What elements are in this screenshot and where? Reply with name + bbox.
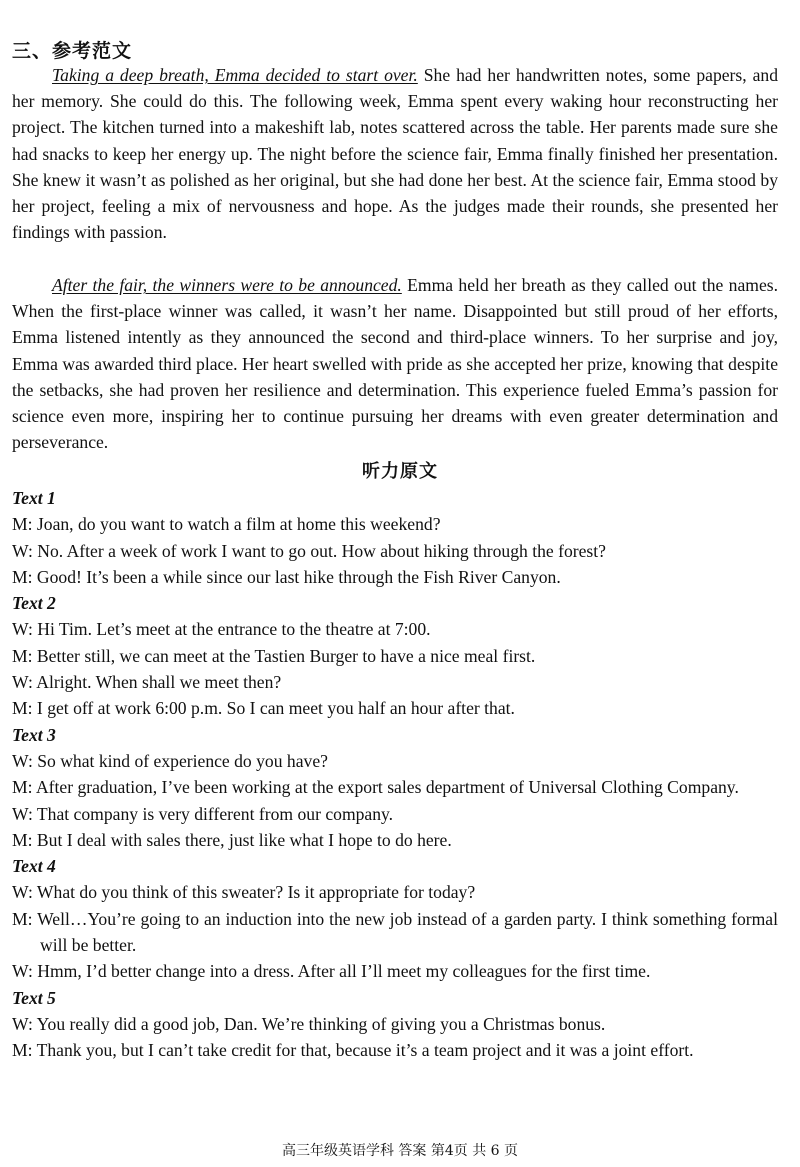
dialogue-line: M: Better still, we can meet at the Tastien Burger to have a nice meal first. — [12, 645, 536, 666]
page-footer: 高三年级英语学科 答案 第4页 共 6 页 — [281, 1143, 519, 1159]
listening-transcript — [12, 485, 778, 1064]
essay-paragraph-2 — [12, 272, 778, 455]
text-section — [12, 853, 778, 984]
dialogue-line: M: Thank you, but I can’t take credit for that, because it’s a team project and it was a joint effort. — [12, 1040, 694, 1061]
essay-paragraph-1-body: She had her handwritten notes, some papers, and her memory. She could do this. The following week, Emma spent every waking hour reconstructing her project. The kitchen turned into a makeshift lab, notes scattered across the table. Her parents made sure she had snacks to keep her energy up. The night before the science fair, Emma finally finished her presentation. She knew it wasn’t as polished as her original, but she had done her best. At the science fair, Emma stood by her project, feeling a mix of nervousness and hope. As the judges made their rounds, she presented her findings with passion. — [12, 65, 778, 243]
text-section — [12, 985, 778, 1064]
dialogue-line: M: Well…You’re going to an induction into the new job instead of a garden party. I think something formal will be better. — [12, 908, 778, 956]
text-heading: Text 3 — [12, 724, 56, 745]
dialogue-line: M: But I deal with sales there, just like what I hope to do here. — [12, 829, 452, 850]
text-heading: Text 4 — [12, 856, 56, 877]
dialogue-line: W: Hi Tim. Let’s meet at the entrance to the theatre at 7:00. — [12, 619, 431, 640]
text-section — [12, 485, 778, 590]
essay-paragraph-1-lead: Taking a deep breath, Emma decided to start over. — [52, 65, 418, 85]
dialogue-line: W: No. After a week of work I want to go out. How about hiking through the forest? — [12, 540, 606, 561]
dialogue-line: M: Joan, do you want to watch a film at home this weekend? — [12, 514, 441, 535]
dialogue-line: W: Hmm, I’d better change into a dress. After all I’ll meet my colleagues for the first time. — [12, 961, 651, 982]
dialogue-line: M: After graduation, I’ve been working at the export sales department of Universal Clothing Company. — [12, 777, 739, 798]
text-section — [12, 590, 778, 721]
text-heading: Text 5 — [12, 987, 56, 1008]
text-heading: Text 1 — [12, 488, 56, 508]
essay-paragraph-2-lead: After the fair, the winners were to be announced. — [52, 275, 402, 295]
text-heading: Text 2 — [12, 593, 56, 614]
text-section — [12, 722, 778, 853]
dialogue-line: W: What do you think of this sweater? Is it appropriate for today? — [12, 882, 476, 903]
dialogue-line: M: I get off at work 6:00 p.m. So I can meet you half an hour after that. — [12, 698, 515, 719]
dialogue-line: W: So what kind of experience do you have? — [12, 750, 328, 771]
section-title: 三、参考范文 — [12, 40, 133, 62]
essay-paragraph-2-body: Emma held her breath as they called out the names. When the first-place winner was called, it wasn’t her name. Disappointed but still proud of her efforts, Emma listened intently as they announced the second and third-place winners. To her surprise and joy, Emma was awarded third place. Her heart swelled with pride as she accepted her prize, knowing that despite the setbacks, she had proven her resilience and determination. This experience fueled Emma’s passion for science even more, inspiring her to continue pursuing her dreams with even greater determination and perseverance. — [12, 275, 778, 453]
dialogue-line: W: Alright. When shall we meet then? — [12, 672, 282, 693]
dialogue-line: W: You really did a good job, Dan. We’re thinking of giving you a Christmas bonus. — [12, 1013, 606, 1034]
listening-title: 听力原文 — [362, 461, 438, 482]
dialogue-line: W: That company is very different from our company. — [12, 803, 394, 824]
dialogue-line: M: Good! It’s been a while since our last hike through the Fish River Canyon. — [12, 566, 561, 587]
essay-paragraph-1 — [12, 62, 778, 245]
